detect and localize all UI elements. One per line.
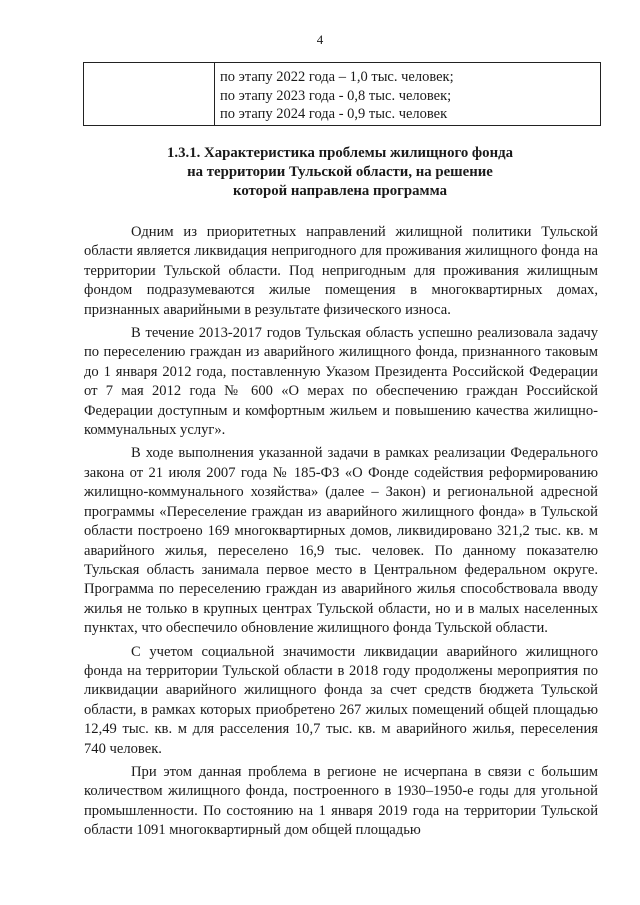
- paragraph-remaining-problem: При этом данная проблема в регионе не исчерпана в связи с большим количеством жилищного фонда, построенного в 1930–1950-е годы для угольной промышленности. По состоянию на 1 января 2019 года на территории Тульской области 1091 многоквартирный дом общей площадью: [84, 763, 598, 839]
- paragraph-federal-law: В ходе выполнения указанной задачи в рамках реализации Федерального закона от 21 июля 2007 года № 185-ФЗ «О Фонде содействия реформированию жилищно-коммунального хозяйства» (далее – Закон) и региональной адресной программы «Переселение граждан из аварийного жилищного фонда» в Тульской области построено 169 многоквартирных домов, ликвидировано 321,2 тыс. кв. м аварийного жилья, переселено 16,9 тыс. человек. По данному показателю Тульская область занимала первое место в Центральном федеральном округе. Программа по переселению граждан из аварийного жилья способствовала вводу жилья не только в крупных центрах Тульской области, но и в малых населенных пунктах, что обеспечило обновление жилищного фонда Тульской области.: [84, 445, 598, 637]
- stage-row-2022: по этапу 2022 года – 1,0 тыс. человек;: [220, 69, 454, 85]
- section-heading-line: которой направлена программа: [233, 183, 447, 199]
- section-heading: [100, 144, 580, 201]
- stage-table-left-cell: [84, 63, 215, 125]
- paragraph-intro: Одним из приоритетных направлений жилищной политики Тульской области является ликвидация непригодного для проживания жилищного фонда на территории Тульской области. Под непригодным для проживания жилищным фондом подразумеваются жилые помещения в многоквартирных домах, признанных аварийными в результате физического износа.: [84, 224, 598, 318]
- page-number: 4: [316, 32, 324, 47]
- stage-row-2024: по этапу 2024 года - 0,9 тыс. человек: [220, 106, 448, 122]
- section-body: [84, 223, 598, 845]
- section-heading-line: на территории Тульской области, на решение: [187, 164, 493, 180]
- paragraph-2018: С учетом социальной значимости ликвидации аварийного жилищного фонда на территории Тульской области в 2018 году продолжены мероприятия по ликвидации аварийного жилищного фонда за счет средств бюджета Тульской области, в рамках которых приобретено 267 жилых помещений общей площадью 12,49 тыс. кв. м для расселения 10,7 тыс. кв. м аварийного жилья, переселения 740 человек.: [84, 643, 598, 757]
- section-heading-line: 1.3.1. Характеристика проблемы жилищного фонда: [167, 145, 513, 161]
- stage-table-right-cell: [220, 68, 596, 124]
- paragraph-2013-2017: В течение 2013-2017 годов Тульская область успешно реализовала задачу по переселению граждан из аварийного жилищного фонда, признанного таковым до 1 января 2012 года, поставленную Указом Президента Российской Федерации от 7 мая 2012 года № 600 «О мерах по обеспечению граждан Российской Федерации доступным и комфортным жильем и повышению качества жилищно-коммунальных услуг».: [84, 325, 598, 439]
- stage-row-2023: по этапу 2023 года - 0,8 тыс. человек;: [220, 87, 452, 104]
- stage-table: [83, 62, 601, 126]
